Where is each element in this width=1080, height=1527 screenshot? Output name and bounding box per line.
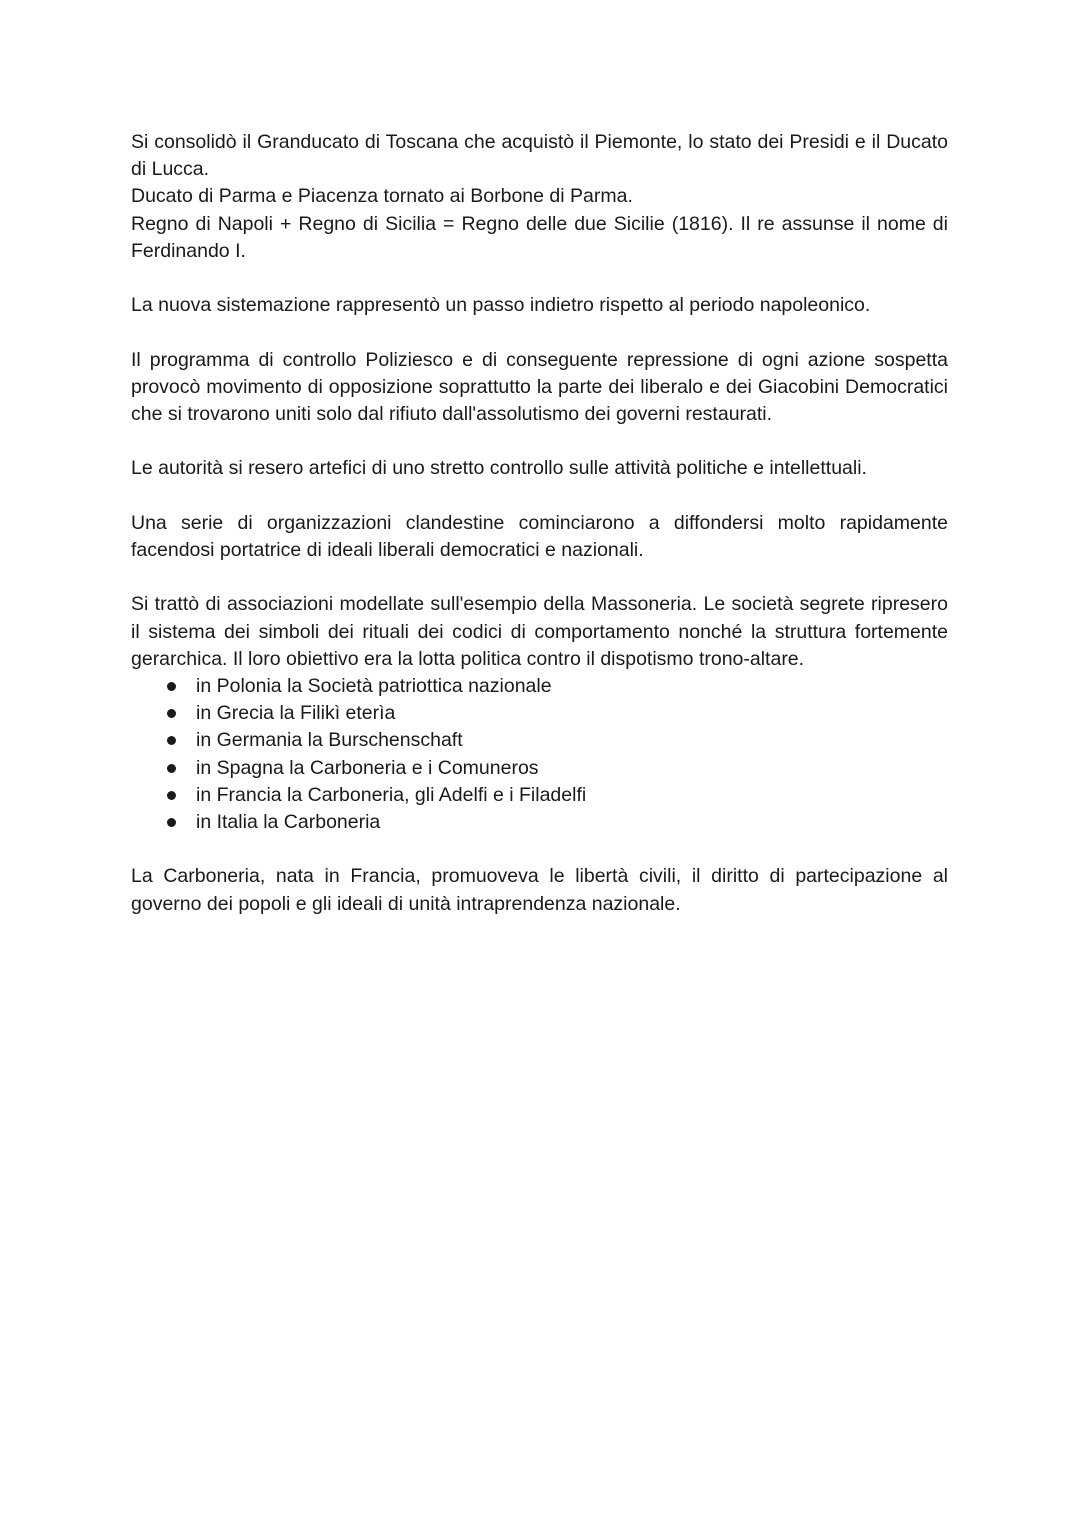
bullet-icon — [167, 818, 176, 827]
paragraph-programma-controllo: Il programma di controllo Poliziesco e di conseguente repressione di ogni azione sospetta provocò movimento di opposizione soprattutto la parte dei liberalo e dei Giacobini Democratici che si trovarono uniti solo dal rifiuto dall'assolutismo dei governi restaurati. — [131, 348, 948, 425]
bullet-icon — [167, 764, 176, 773]
paragraph-spacer — [131, 836, 948, 863]
list-item — [131, 809, 948, 836]
list-item — [131, 755, 948, 782]
list-item-text: in Grecia la Filikì eterìa — [196, 702, 396, 725]
paragraph-autorita: Le autorità si resero artefici di uno stretto controllo sulle attività politiche e intellettuali. — [131, 457, 867, 480]
bullet-icon — [167, 682, 176, 691]
list-item-text: in Spagna la Carboneria e i Comuneros — [196, 756, 539, 779]
list-item — [131, 700, 948, 727]
paragraph-spacer — [131, 319, 948, 346]
paragraph-spacer — [131, 483, 948, 510]
list-item — [131, 673, 948, 700]
paragraph-parma: Ducato di Parma e Piacenza tornato ai Borbone di Parma. — [131, 185, 633, 208]
secret-societies-list — [131, 673, 948, 836]
list-item-text: in Francia la Carboneria, gli Adelfi e i Filadelfi — [196, 783, 587, 806]
paragraph-due-sicilie: Regno di Napoli + Regno di Sicilia = Regno delle due Sicilie (1816). Il re assunse il nome di Ferdinando I. — [131, 212, 948, 262]
paragraph-spacer — [131, 265, 948, 292]
list-item-text: in Italia la Carboneria — [196, 811, 381, 833]
bullet-icon — [167, 791, 176, 800]
bullet-icon — [167, 709, 176, 718]
paragraph-spacer — [131, 428, 948, 455]
list-item-text: in Polonia la Società patriottica nazionale — [196, 674, 552, 697]
document-body — [131, 129, 948, 918]
paragraph-carboneria: La Carboneria, nata in Francia, promuoveva le libertà civili, il diritto di partecipazione al governo dei popoli e gli ideali di unità intraprendenza nazionale. — [131, 865, 948, 915]
paragraph-toscana: Si consolidò il Granducato di Toscana che acquistò il Piemonte, lo stato dei Presidi e il Ducato di Lucca. — [131, 131, 948, 181]
list-item-text: in Germania la Burschenschaft — [196, 729, 463, 752]
paragraph-nuova-sistemazione: La nuova sistemazione rappresentò un passo indietro rispetto al periodo napoleonico. — [131, 294, 871, 317]
paragraph-spacer — [131, 564, 948, 591]
bullet-icon — [167, 736, 176, 745]
list-item — [131, 727, 948, 754]
paragraph-associazioni: Si trattò di associazioni modellate sull'esempio della Massoneria. Le società segrete ripresero il sistema dei simboli dei rituali dei codici di comportamento nonché la struttura fortemente gerarchica. Il loro obiettivo era la lotta politica contro il dispotismo trono-altare. — [131, 593, 948, 670]
list-item — [131, 782, 948, 809]
paragraph-organizzazioni-clandestine: Una serie di organizzazioni clandestine cominciarono a diffondersi molto rapidamente facendosi portatrice di ideali liberali democratici e nazionali. — [131, 511, 948, 561]
